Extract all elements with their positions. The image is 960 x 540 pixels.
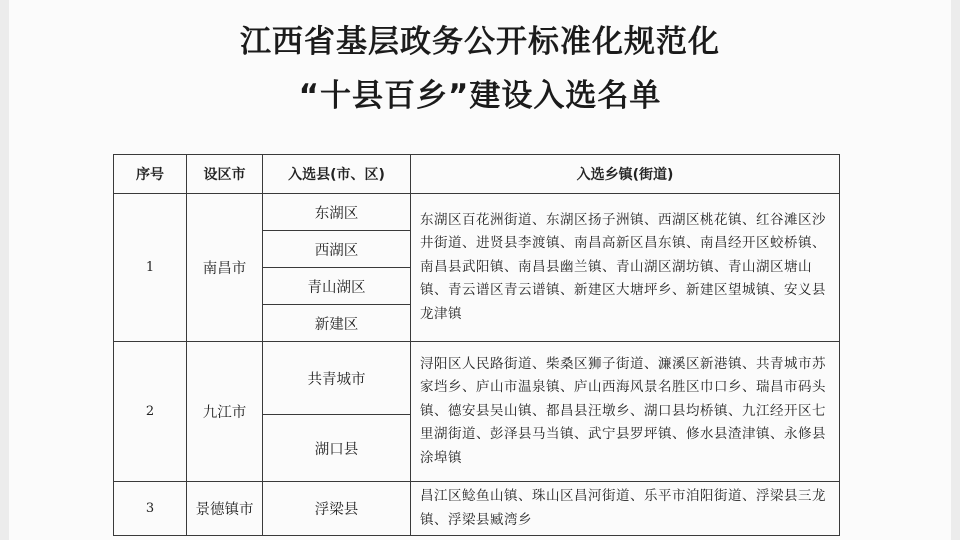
row-towns: 浔阳区人民路街道、柴桑区狮子街道、濂溪区新港镇、共青城市苏家垱乡、庐山市温泉镇、庐山西海风景名胜区巾口乡、瑞昌市码头镇、德安县吴山镇、都昌县汪墩乡、湖口县均桥镇、九江经开区七里湖街道、彭泽县马当镇、武宁县罗坪镇、修水县渣津镇、永修县涂埠镇 (411, 342, 840, 482)
header-city: 设区市 (187, 155, 263, 194)
row-county: 东湖区 (263, 194, 411, 231)
table-row (114, 194, 840, 231)
row-seq: 3 (114, 482, 187, 536)
row-city: 景德镇市 (187, 482, 263, 536)
row-seq: 1 (114, 194, 187, 342)
document-page (9, 0, 951, 540)
header-county: 入选县(市、区) (263, 155, 411, 194)
selection-list-table (113, 154, 840, 536)
row-seq: 2 (114, 342, 187, 482)
title-line-2: “十县百乡”建设入选名单 (298, 78, 662, 114)
header-towns: 入选乡镇(街道) (411, 155, 840, 194)
row-county: 青山湖区 (263, 268, 411, 305)
row-county: 西湖区 (263, 231, 411, 268)
title-line-1: 江西省基层政务公开标准化规范化 (240, 24, 720, 60)
row-towns: 东湖区百花洲街道、东湖区扬子洲镇、西湖区桃花镇、红谷滩区沙井街道、进贤县李渡镇、南昌高新区昌东镇、南昌经开区蛟桥镇、南昌县武阳镇、南昌县幽兰镇、青山湖区湖坊镇、青山湖区塘山镇、青云谱区青云谱镇、新建区大塘坪乡、新建区望城镇、安义县龙津镇 (411, 194, 840, 342)
row-county: 浮梁县 (263, 482, 411, 536)
table-header-row (114, 155, 840, 194)
row-city: 南昌市 (187, 194, 263, 342)
header-seq: 序号 (114, 155, 187, 194)
row-towns: 昌江区鲶鱼山镇、珠山区昌河街道、乐平市洎阳街道、浮梁县三龙镇、浮梁县臧湾乡 (411, 482, 840, 536)
row-city: 九江市 (187, 342, 263, 482)
row-county: 湖口县 (263, 415, 411, 482)
row-county: 共青城市 (263, 342, 411, 415)
table-row (114, 482, 840, 536)
table-row (114, 342, 840, 415)
row-county: 新建区 (263, 305, 411, 342)
